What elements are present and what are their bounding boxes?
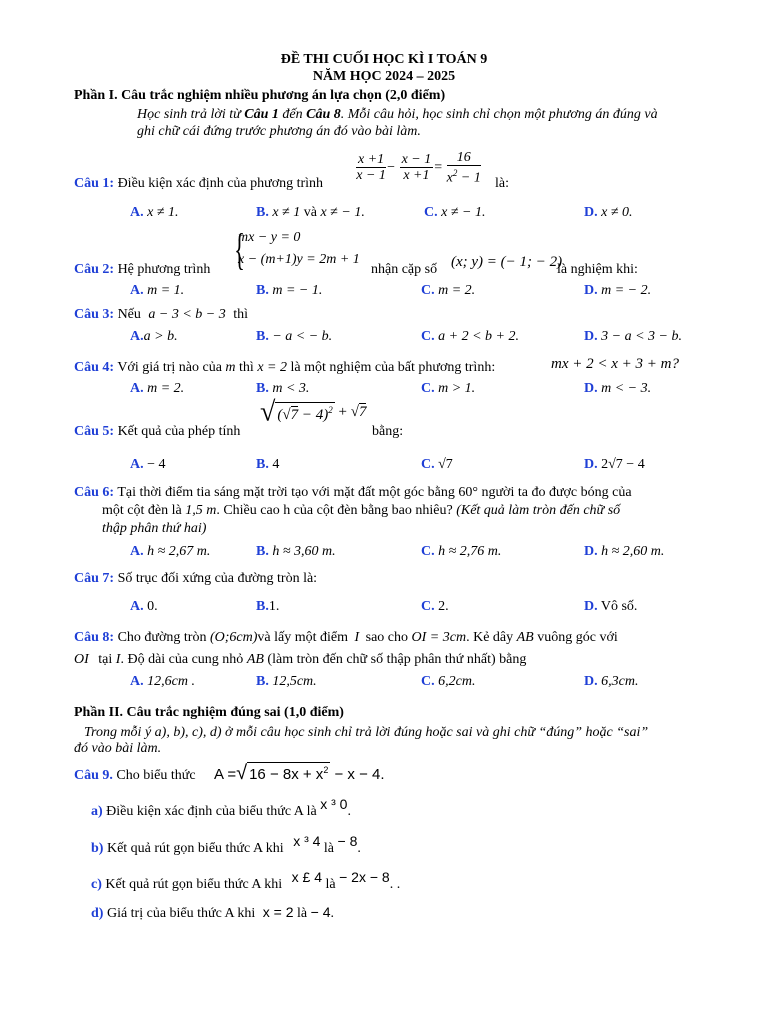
q7-option-c[interactable]: C. 2. [421,599,449,614]
q9-item-c[interactable]: c) Kết quả rút gọn biểu thức A khi x £ 4 là − 2x − 8. . [91,869,401,892]
q2-system-eq1: mx − y = 0 [238,230,301,245]
q3-option-d[interactable]: D. 3 − a < 3 − b. [584,329,682,344]
q1-stem: Câu 1: Điều kiện xác định của phương trình [74,176,324,191]
q7-option-d[interactable]: D. Vô số. [584,599,638,614]
part2-instruction-1: Trong mỗi ý a), b), c), d) ở mỗi câu học sinh chỉ trả lời đúng hoặc sai và ghi chữ “đúng” hoặc “sai” [84,725,649,740]
q9-expression: A =√ $16 - 8x + x^2 - x - 4$. [214,762,385,784]
q2-option-d[interactable]: D. m = − 2. [584,283,652,298]
q1-option-c[interactable]: C. x ≠ − 1. [424,205,486,220]
q9-item-b[interactable]: b) Kết quả rút gọn biểu thức A khi x ³ 4 là − 8. [91,833,361,856]
q6-option-a[interactable]: A. h ≈ 2,67 m. [130,544,211,559]
q1-option-d[interactable]: D. x ≠ 0. [584,205,633,220]
q4-inequality: mx + 2 < x + 3 + m? [551,356,679,372]
q5-option-c[interactable]: C. √7 [421,457,453,472]
q8-option-d[interactable]: D. 6,3cm. [584,674,639,689]
q1-option-a[interactable]: A. x ≠ 1. [130,205,179,220]
q8-line-2: OI tại I. Độ dài của cung nhỏ AB (làm tròn đến chữ số thập phân thứ nhất) bằng [74,652,527,667]
q2-stem: Câu 2: Hệ phương trình [74,262,211,277]
q6-option-c[interactable]: C. h ≈ 2,76 m. [421,544,502,559]
q4-option-b[interactable]: B. m < 3. [256,381,310,396]
q5-stem: Câu 5: Kết quả của phép tính [74,424,241,439]
part2-heading: Phần II. Câu trắc nghiệm đúng sai (1,0 điểm) [74,705,344,720]
q2-mid: nhận cặp số [371,262,438,277]
q1-tail: là: [495,176,509,191]
q1-equation: $\frac{x +1}{x - 1}$ − $\frac{x - 1}{x +1}$ = $\frac{16}{x^2 - 1}$ [356,150,481,186]
q4-stem: Câu 4: Với giá trị nào của m thì x = 2 là một nghiệm của bất phương trình: [74,360,496,375]
part2-instruction-2: đó vào bài làm. [74,741,162,756]
q5-expression: √ $(√7 - 4)^2 + √7$ [260,396,367,428]
school-year: NĂM HỌC 2024 – 2025 [312,69,456,84]
q9-stem: Câu 9. Cho biểu thức [74,768,196,783]
q2-pair: (x; y) = (− 1; − 2) [451,254,563,270]
q2-system-eq2: x − (m+1)y = 2m + 1 [238,252,360,267]
q3-option-b[interactable]: B. − a < − b. [256,329,333,344]
q6-option-b[interactable]: B. h ≈ 3,60 m. [256,544,336,559]
q2-option-c[interactable]: C. m = 2. [421,283,476,298]
part1-instruction-1: Học sinh trả lời từ Câu 1 đến Câu 8. Mỗi câu hỏi, học sinh chỉ chọn một phương án đúng và [137,107,658,122]
q4-option-c[interactable]: C. m > 1. [421,381,476,396]
q3-option-a[interactable]: A.a > b. [130,329,178,344]
q7-stem: Câu 7: Số trục đối xứng của đường tròn là: [74,571,318,586]
q3-stem: Câu 3: Nếu a − 3 < b − 3 thì [74,307,249,322]
q6-option-d[interactable]: D. h ≈ 2,60 m. [584,544,665,559]
q7-option-b[interactable]: B.1. [256,599,280,614]
q4-option-d[interactable]: D. m < − 3. [584,381,652,396]
q6-line-2: một cột đèn là 1,5 m. Chiều cao h của cột đèn bằng bao nhiêu? (Kết quả làm tròn đến chữ số [102,503,621,518]
q9-item-d[interactable]: d) Giá trị của biểu thức A khi x = 2 là − 4. [91,904,335,921]
q2-option-b[interactable]: B. m = − 1. [256,283,323,298]
q8-option-a[interactable]: A. 12,6cm . [130,674,195,689]
q7-option-a[interactable]: A. 0. [130,599,158,614]
q8-option-c[interactable]: C. 6,2cm. [421,674,476,689]
q6-line-1: Câu 6: Tại thời điểm tia sáng mặt trời tạo với mặt đất một góc bằng 60° người ta đo được bóng của [74,485,632,500]
q2-option-a[interactable]: A. m = 1. [130,283,185,298]
exam-title: ĐỀ THI CUỐI HỌC KÌ I TOÁN 9 [280,52,488,67]
q9-item-a[interactable]: a) Điều kiện xác định của biểu thức A là x ³ 0. [91,796,351,819]
q2-system-brace: { [234,225,245,274]
q5-option-a[interactable]: A. − 4 [130,457,166,472]
q5-option-d[interactable]: D. 2√7 − 4 [584,457,645,472]
q2-tail: là nghiệm khi: [557,262,638,277]
q3-option-c[interactable]: C. a + 2 < b + 2. [421,329,519,344]
q6-line-3: thập phân thứ hai) [102,521,207,536]
part1-heading: Phần I. Câu trắc nghiệm nhiều phương án lựa chọn (2,0 điểm) [74,88,446,103]
part1-instruction-2: ghi chữ cái đứng trước phương án đó vào bài làm. [137,124,421,139]
q5-option-b[interactable]: B. 4 [256,457,280,472]
q4-option-a[interactable]: A. m = 2. [130,381,185,396]
q8-line-1: Câu 8: Cho đường tròn (O;6cm)và lấy một điểm I sao cho OI = 3cm. Kẻ dây AB vuông góc với [74,630,618,645]
q8-option-b[interactable]: B. 12,5cm. [256,674,317,689]
q1-option-b[interactable]: B. x ≠ 1 và x ≠ − 1. [256,205,365,220]
q5-tail: bằng: [372,424,404,439]
